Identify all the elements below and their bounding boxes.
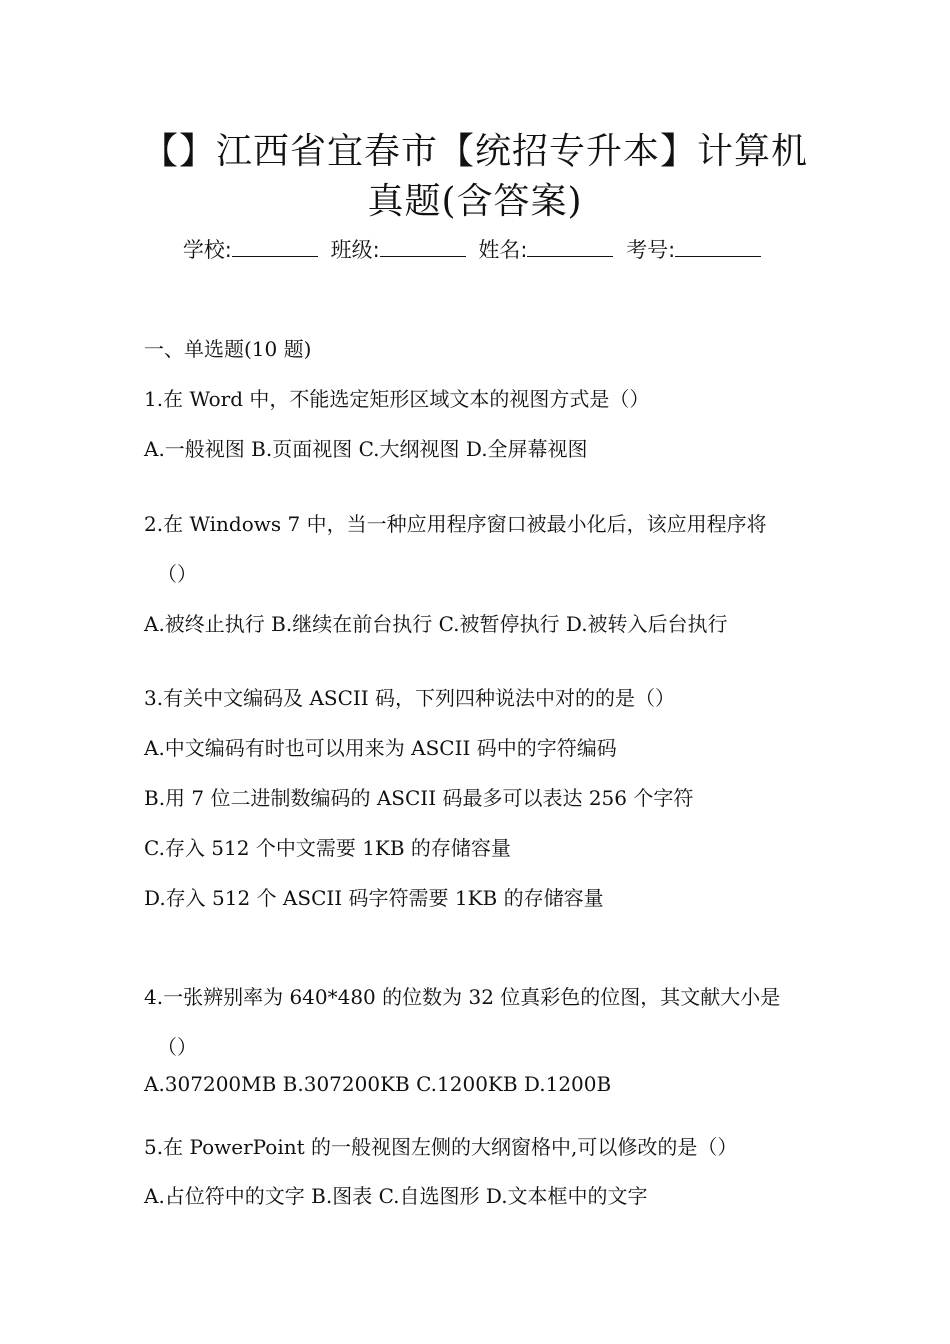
- question-stem-cont: （）: [157, 562, 197, 586]
- number-blank: [675, 238, 761, 257]
- question-stem-cont: （）: [157, 1035, 197, 1059]
- page-subtitle: 真题(含答案): [367, 181, 583, 222]
- page-title: 【】江西省宜春市【统招专升本】计算机: [141, 131, 808, 172]
- class-label: 班级:: [330, 238, 380, 262]
- question-options: A.307200MB B.307200KB C.1200KB D.1200B: [144, 1072, 612, 1096]
- question-stem: 5.在 PowerPoint 的一般视图左侧的大纲窗格中,可以修改的是（）: [144, 1135, 738, 1159]
- class-blank: [380, 238, 466, 257]
- name-blank: [527, 238, 613, 257]
- question-options: A.一般视图 B.页面视图 C.大纲视图 D.全屏幕视图: [144, 437, 588, 461]
- question-stem: 3.有关中文编码及 ASCII 码，下列四种说法中对的的是（）: [144, 686, 676, 710]
- question-option-d: D.存入 512 个 ASCII 码字符需要 1KB 的存储容量: [144, 886, 604, 910]
- name-label: 姓名:: [478, 238, 528, 262]
- question-options: A.被终止执行 B.继续在前台执行 C.被暂停执行 D.被转入后台执行: [144, 612, 728, 636]
- school-blank: [232, 238, 318, 257]
- question-stem: 4.一张辨别率为 640*480 的位数为 32 位真彩色的位图，其文献大小是: [144, 985, 781, 1009]
- question-option-b: B.用 7 位二进制数编码的 ASCII 码最多可以表达 256 个字符: [144, 786, 694, 810]
- question-options: A.占位符中的文字 B.图表 C.自选图形 D.文本框中的文字: [144, 1184, 648, 1208]
- number-label: 考号:: [626, 238, 676, 262]
- question-stem: 1.在 Word 中，不能选定矩形区域文本的视图方式是（）: [144, 387, 650, 411]
- section-heading: 一、单选题(10 题): [144, 337, 312, 361]
- school-label: 学校:: [182, 238, 232, 262]
- question-stem: 2.在 Windows 7 中，当一种应用程序窗口被最小化后，该应用程序将: [144, 512, 767, 536]
- question-option-a: A.中文编码有时也可以用来为 ASCII 码中的字符编码: [144, 736, 617, 760]
- student-info-row: [0, 238, 950, 261]
- question-option-c: C.存入 512 个中文需要 1KB 的存储容量: [144, 836, 511, 860]
